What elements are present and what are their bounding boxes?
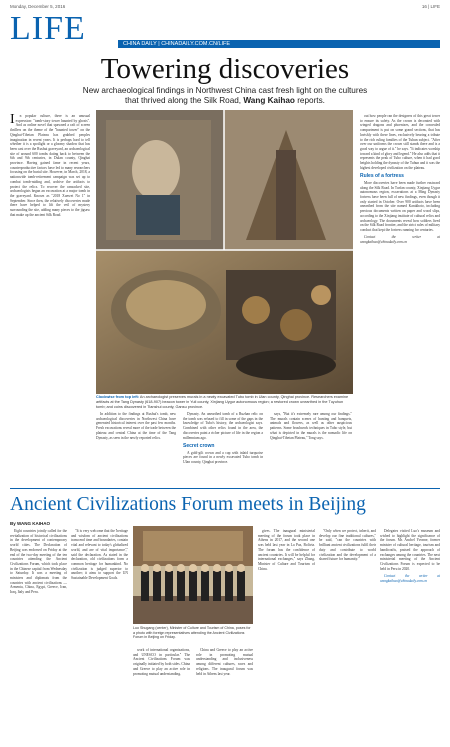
forum-column-2 bbox=[71, 529, 128, 739]
forum-col3a-text: work of international organizations, and UNESCO in particular." The Ancient Civilizations Forum was originally initiated by both sides. China and Greece to play an active role in promoting mutual understanding. bbox=[133, 648, 190, 676]
deck-text-end: reports. bbox=[294, 96, 325, 105]
story-column-3 bbox=[183, 412, 263, 484]
story-col1-text: n popular culture, there is an unusual expression: "tomb-story tower haunted by ghosts". And as online novel that spawned a raft of screen thrillers on the theme of the "haunted tower" on the Qinghai-Tibetan Plateau has grabbed peoples imagination in recent years. It is perhaps hard to tell whether it is a spotlight or a gloomy shadow that has been cast over the Rushui graveyard, an archaeological site of around 600 tombs dating back to between the 6th and 9th centuries, in Dulan county, Qinghai province. Having gained fame in recent years, counterproductive factors have led to many researchers focusing on the burial site. However, in March, 2018, a nationwide tomb-retirement campaign was set up to combat tomb-raiding and, archive the artifacts to protect the relics. To recover the ransacked site, archaeologists began an excavation at a major tomb in the graveyard. Known as "2018 Xuewei No 1" in September. Since then, the relatively discoveries made there have helped to lift the veil of mystery surrounding the site, adding many pieces to the jigsaw that make up the ancient Silk Road. bbox=[10, 114, 90, 217]
story-col5b-text: More discoveries have been made further eastward along the Silk Road. In Turfan county, Xinjiang Uygur autonomous region, excavations at a Ming Dynasty fortress have been full of new findings, even though it only started in October. Over 900 artifacts have been unearthed from the site named Karakhoto, including precious documents written on paper and wood slips, according to the Xinjiang institute of cultural relics and archaeology. The documents reveal how soldiers lived on the Silk Road frontier, and the strict rules of military conduct that kept the fortress running for centuries. bbox=[360, 180, 440, 232]
story-column-1 bbox=[10, 114, 90, 484]
deck-text: that thrived along the Silk Road, bbox=[125, 96, 244, 105]
forum-column-5 bbox=[319, 529, 376, 739]
caption-lead: Clockwise from top left: bbox=[96, 395, 140, 399]
story-col3-sub-text: A gold-gilt crown and a cup with inlaid turquoise pieces are found in a newly excavated Tubo tomb in Ulan county, Qinghai province. bbox=[183, 450, 263, 465]
section-divider bbox=[10, 488, 440, 489]
story-col3-text: Dynasty. An unearthed tomb of a Ruzhan relic on the tomb was refused to fill in some of the gaps in the knowledge of Tubo's history, the archaeologist says. Combined with other relics found in the area, the discoveries paint a richer picture of life in the region a millennium ago. bbox=[183, 412, 263, 440]
dropcap: I bbox=[10, 114, 15, 127]
forum-byline: By WANG KAIHAO bbox=[10, 521, 51, 526]
forum-headline: Ancient Civilizations Forum meets in Beijing bbox=[10, 494, 366, 515]
section-title: LIFE bbox=[10, 10, 86, 47]
forum-column-1 bbox=[10, 529, 67, 739]
page-number: 16 | LIFE bbox=[421, 4, 440, 9]
section-bar-text: CHINA DAILY | CHINADAILY.COM.CN/LIFE bbox=[123, 41, 231, 47]
forum-photo-illustration bbox=[133, 526, 253, 624]
photo-caption bbox=[96, 395, 353, 409]
forum-col3b-text: China and Greece to play an active role in promoting mutual understanding and inclusiveness among different cultures, races and religions. The inaugural forum was held in Athens last year. bbox=[196, 648, 253, 676]
story-column-4 bbox=[270, 412, 352, 484]
deck-line-2 bbox=[70, 96, 380, 106]
forum-col2-text: "It is very welcome that the 'heritage and wisdom of ancient civilizations transcend time and boundaries, contain vital and relevant to today's globalized world, and are of vital importance'," said the declaration. As stated in the declaration, old civilizations form a common heritage for humankind. No civilization is judged superior to another; it aims to support the UN Sustainable Development Goals. bbox=[71, 529, 128, 581]
forum-col5-text: "Only when we protect, inherit, and develop our fine traditional cultures," he said, "can the countries with brilliant ancient civilizations fulfil their duty and contribute to world civilization and the development of a shared future for humanity." bbox=[319, 529, 376, 562]
subhead-rules-fortress: Rules of a fortress bbox=[360, 172, 404, 179]
forum-column-3a bbox=[133, 648, 190, 740]
story-contact: Contact the writer at wangkaihao@chinadaily.com.cn bbox=[360, 235, 440, 244]
forum-col6-text: Delegates visited Luo's museum and wished to highlight the significance of the forum. Mr. Anchel Yvonne, former minister of cultural heritage, tourism and handicrafts, praised the approach of exchanges among the countries. The next ministerial meeting of the Ancient Civilizations Forum is expected to be held in Peru in 2020. bbox=[380, 529, 440, 571]
publication-date: Monday, December 5, 2016 bbox=[10, 4, 66, 9]
story-column-2 bbox=[96, 412, 176, 484]
artifacts-photo bbox=[96, 110, 353, 394]
story-col4-text: says, "But it's extremely rare among our findings." The murals contain scenes of hunting and banquets, animals and flowers, as well as other auspicious patterns. Some brushwork techniques in Tubo style, but what is depicted in the murals is the nomadic life on Qinghai-Tibetan Plateau," Tong says. bbox=[270, 412, 352, 440]
story-column-5 bbox=[360, 114, 440, 484]
caption-text: An archaeologist preserves murals in a newly excavated Tubo tomb in Ulan county, Qinghai province. Researchers examine artifacts at the Tang Dynasty (618-907) beacon tower in Yuli county, Xinjiang Uygur autonomous region; a restored crown unearthed in the Tuyuhun tomb; and coins discovered in Tianshui county, Gansu province. bbox=[96, 395, 349, 409]
story-headline: Towering discoveries bbox=[100, 53, 350, 85]
forum-photo-caption: Luo Shugang (center), Minister of Culture and Tourism of China, poses for a photo with foreign representatives attending the Ancient Civilizations Forum in Beijing on Friday. bbox=[133, 626, 251, 640]
section-bar bbox=[118, 40, 440, 48]
forum-col4-text: gives. The inaugural ministerial meeting of the forum took place in Athens in 2017, and the second one was held last year in La Paz, Bolivia. The forum has the confidence of ancient countries. It will be helpful for international exchanges," says Zhang, Minister of Culture and Tourism of China. bbox=[258, 529, 315, 571]
section-masthead bbox=[10, 10, 440, 48]
forum-col1-text: Eight countries jointly called for the revitalization of historical civilizations in the development of contemporary world cities. The Declaration of Beijing was endorsed on Friday at the end of the two-day meeting of the ten countries attending the Ancient Civilizations Forum, which took place in the Chinese capital from Wednesday to Saturday. It was a meeting of ministers and diplomats from the countries with ancient civilizations — Armenia, China, Egypt, Greece, Iran, Iraq, Italy and Peru. bbox=[10, 529, 67, 595]
forum-column-3b bbox=[196, 648, 253, 740]
forum-column-6 bbox=[380, 529, 440, 739]
deck-line-1: New archaeological findings in Northwest China cast fresh light on the cultures bbox=[82, 86, 368, 95]
story-deck bbox=[70, 86, 380, 106]
forum-group-photo bbox=[133, 526, 253, 624]
forum-column-4 bbox=[258, 529, 315, 739]
artifacts-photo-illustration bbox=[96, 110, 353, 394]
forum-contact: Contact the writer at wangkaihao@chinadaily.com.cn bbox=[380, 573, 440, 583]
subhead-secret-crown: Secret crown bbox=[183, 442, 215, 449]
story-col2-text: In addition to the findings at Rushui's tomb, new archaeological discoveries in Northwest China have generated historical interest over the past few months. Fresh excavations reveal more of the trade between the plateau and central China at the time of the Tang Dynasty, as seen in the newly reported relics. bbox=[96, 412, 176, 440]
deck-byline: Wang Kaihao bbox=[243, 96, 295, 105]
story-col5-text: out how people ran the designers of this great tower to ensure its safety. As the crown is decorated with winged dragons and phoenixes, and the concealed compartment is put on some grand sections, that has lavishly with these lines, exclusively bearing a tribute to the rich ruling families of the Tuhun subject. "After over our uniforms the crown still stands there and is a good way to argue of it." he says. "It indicates worship toward a kind of glory and legend." He also adds that it represents the peak of Tubo culture, when it had good heights holding the dynasty of the Tuhun and it was the highest developed civilization on the plateau. bbox=[360, 114, 440, 170]
